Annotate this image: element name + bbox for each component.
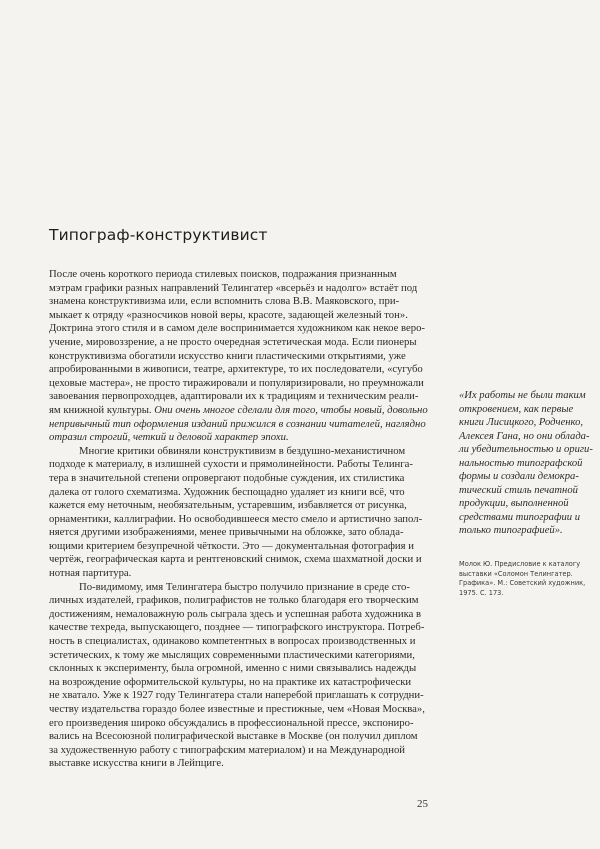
- text-line: Многие критики обвиняли конструктивизм в бездушно-механистичном: [79, 444, 406, 457]
- text-line: кажется ему неточным, необязательным, устаревшим, избавляется от рисунка,: [49, 499, 407, 512]
- text-line: знамена конструктивизма или, если вспомнить слова В.В. Маяковского, при-: [49, 295, 400, 308]
- text-line: ющими критерием безупречной чёткости. Это — документальная фотография и: [49, 539, 414, 552]
- caption-line: Молок Ю. Предисловие к каталогу: [459, 560, 581, 568]
- caption-line: Графика». М.: Советский художник,: [459, 579, 586, 588]
- quote-line: формы и создали демокра-: [459, 471, 579, 482]
- quote-line: откровением, как первые: [459, 403, 574, 415]
- text-segment: ям книжной культуры.: [49, 403, 152, 416]
- text-line: ность в специалистах, одинаково компетентных в вопросах производственных и: [49, 635, 416, 648]
- caption-line: выставки «Соломон Телингатер.: [459, 569, 573, 578]
- paragraph-1: [49, 268, 428, 445]
- text-line: цеховые мастера», не просто тиражировали и популяризировали, но преумножали: [49, 376, 424, 389]
- text-line: склонных к эксперименту, была огромной, именно с ними связывались надежды: [49, 662, 417, 675]
- quote-line: «Их работы не были таким: [459, 390, 586, 401]
- text-line: честву издательства гораздо более известные и престижные, чем «Новая Москва»,: [49, 703, 425, 715]
- text-line: на возрождение оформительской культуры, но на практике их катастрофически: [49, 675, 412, 688]
- quote-line: тический стиль печатной: [459, 484, 578, 496]
- main-text: [49, 268, 428, 771]
- quote-line: средствами типографии и: [459, 511, 581, 523]
- text-line: эстетических, к тому же мыслящих современными пластическими категориями,: [49, 648, 415, 661]
- text-line: учение, мировоззрение, а не просто очередная эстетическая мода. Если пионеры: [49, 335, 417, 348]
- paragraph-3: [49, 581, 425, 771]
- quote-line: книги Лисицкого, Родченко,: [459, 417, 584, 428]
- text-line: достижениям, немаловажную роль сыграла здесь и успешная работа художника в: [49, 607, 422, 620]
- italic-text-segment: Они очень многое сделали для того, чтобы новый, довольно: [154, 403, 428, 416]
- text-line: няется другими изображениями, менее привычными на обложке, зато облада-: [49, 526, 404, 539]
- text-line: мыкает к отряду «разносчиков новой веры, красоте, задающей железный тон».: [49, 308, 408, 321]
- text-line: конструктивизма обогатили искусство книги пластическими открытиями, уже: [49, 349, 406, 362]
- quote-line: нальностью типографской: [459, 457, 583, 469]
- text-line: за художественную работу с типографским материалом) и на Международной: [49, 743, 406, 756]
- text-line: апробированными в живописи, театре, архитектуре, то их последователи, «сугубо: [49, 363, 423, 376]
- text-line: нотная партитура.: [49, 567, 132, 580]
- caption-line: 1975. С. 173.: [459, 588, 504, 597]
- quote-line: только типографией».: [459, 525, 563, 536]
- italic-text-line: непривычный тип оформления изданий прижился в сознании читателей, наглядно: [49, 417, 426, 430]
- quote-line: Алексея Гана, но они облада-: [459, 430, 590, 442]
- page-number: 25: [417, 798, 428, 810]
- quote-line: продукции, выполненной: [459, 498, 569, 509]
- text-line: вались на Всесоюзной полиграфической выставке в Москве (он получил диплом: [49, 730, 418, 743]
- text-line: После очень короткого периода стилевых поисков, подражания признанным: [49, 268, 397, 280]
- text-line: завоевания первопроходцев, адаптировали их к традициям и техническим реали-: [49, 390, 419, 403]
- section-heading: Типограф-конструктивист: [49, 226, 268, 244]
- quote-source-caption: [459, 560, 589, 598]
- text-line: его произведения широко обсуждались в профессиональной прессе, экспониро-: [49, 716, 414, 729]
- text-line-mixed: [49, 403, 428, 418]
- italic-text-line: отразил строгий, четкий и деловой характер эпохи.: [49, 431, 289, 444]
- margin-quote: [459, 389, 593, 538]
- text-line: выставке искусства книги в Лейпциге.: [49, 757, 224, 770]
- quote-line: ли убедительностью и ориги-: [459, 444, 593, 455]
- text-line: чертёж, географическая карта и рентгеновский снимок, схема шахматной доски и: [49, 553, 422, 566]
- text-line: Доктрина этого стиля и в самом деле воспринимается художником как некое веро-: [49, 322, 425, 335]
- text-line: далека от голого схематизма. Художник беспощадно удаляет из книги всё, что: [49, 485, 405, 498]
- paragraph-2: [49, 445, 425, 581]
- text-line: подходе к материалу, в излишней сухости и прямолинейности. Работы Телинга-: [49, 458, 413, 471]
- text-line: По-видимому, имя Телингатера быстро получило признание в среде сто-: [79, 580, 410, 593]
- text-line: тера в значительной степени опровергают подобные суждения, их стилистика: [49, 471, 405, 484]
- text-line: мэтрам графики разных направлений Телингатер «всерьёз и надолго» встаёт под: [49, 281, 418, 294]
- text-line: орнаментики, каллиграфии. Но освободившееся место смело и артистично запол-: [49, 512, 423, 525]
- text-line: не хватало. Уже к 1927 году Телингатера стали наперебой приглашать к сотрудни-: [49, 689, 424, 702]
- text-line: личных издателей, графиков, полиграфистов не только благодаря его творческим: [49, 594, 419, 607]
- text-line: качестве техреда, выпускающего, позднее — типографского инструктора. Потреб-: [49, 621, 425, 634]
